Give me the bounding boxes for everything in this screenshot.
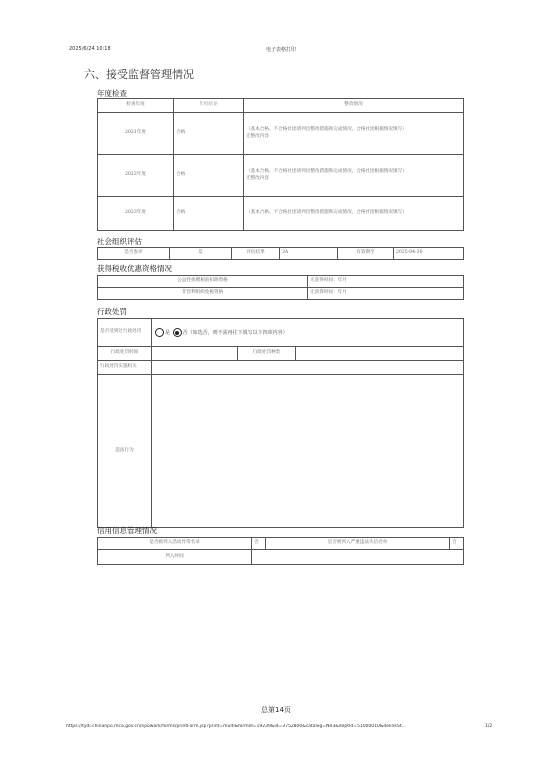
radio-yes[interactable] bbox=[155, 328, 164, 337]
print-datetime: 2025/6/24 10:18 bbox=[69, 46, 111, 52]
col-header-result: 年检结论 bbox=[174, 99, 244, 113]
annual-table bbox=[97, 98, 464, 231]
penalty-type-value[interactable] bbox=[296, 347, 464, 361]
violation-label: 违法行为 bbox=[98, 375, 152, 528]
tax-label: 公益性捐赠税前扣除资格 bbox=[98, 276, 308, 288]
radio-no[interactable] bbox=[173, 328, 182, 337]
credit-table bbox=[97, 537, 464, 565]
year-cell: 2021年度 bbox=[98, 113, 174, 155]
tax-value: 无获得时间：年月 bbox=[308, 288, 464, 300]
serious-value: 否 bbox=[450, 538, 464, 550]
year-cell: 2022年度 bbox=[98, 155, 174, 197]
table-row bbox=[98, 155, 464, 197]
table-row bbox=[98, 288, 464, 300]
penalty-agency-value[interactable] bbox=[152, 361, 464, 375]
rectify-detail: 无整改内容 bbox=[246, 175, 269, 181]
penalty-section-title: 行政处罚 bbox=[97, 307, 127, 316]
rectify-cell bbox=[244, 113, 464, 155]
page-total: 总第14页 bbox=[261, 706, 291, 714]
rectify-cell bbox=[244, 197, 464, 231]
result-cell: 合格 bbox=[174, 155, 244, 197]
assessment-table bbox=[97, 247, 464, 260]
table-row bbox=[98, 197, 464, 231]
footer-page: 1/2 bbox=[485, 724, 493, 729]
level-value: 3A bbox=[280, 248, 338, 260]
abnormal-value: 否 bbox=[252, 538, 266, 550]
result-cell: 合格 bbox=[174, 197, 244, 231]
penalty-table bbox=[97, 318, 464, 528]
year-cell: 2023年度 bbox=[98, 197, 174, 231]
tax-section-title: 获得税收优惠资格情况 bbox=[97, 264, 172, 273]
radio-no-label: 否（如选否，则不需再往下填写以下四项内容） bbox=[182, 330, 288, 336]
radio-yes-label: 是 bbox=[165, 330, 171, 336]
footer-url: https://tydi.chinanpo.mca.gov.cn/npowork/forms/printForm.jsp?print=multi&formId=19239&id=3752800&catalog=N03&deptId=51000010&delinkSt... bbox=[66, 724, 406, 729]
abnormal-label: 是否被列入活动异常名录 bbox=[98, 538, 252, 550]
print-title: 电子表格打印 bbox=[266, 47, 297, 53]
penalty-type-label: 行政处罚种类 bbox=[238, 347, 296, 361]
penalty-agency-label: 行政处罚实施机关 bbox=[98, 361, 152, 375]
evaluated-label: 是否参评 bbox=[98, 248, 170, 260]
tax-table bbox=[97, 275, 464, 300]
rectify-note: （基本合格、不合格社团请列出整改措施和完成情况，合格社团根据情况填写） bbox=[246, 210, 407, 216]
rectify-note: （基本合格、不合格社团请列出整改措施和完成情况，合格社团根据情况填写） bbox=[246, 169, 407, 175]
listed-time-value[interactable] bbox=[252, 550, 464, 565]
expiry-value: 2025-04-30 bbox=[394, 248, 464, 260]
tax-value: 无获得时间：年月 bbox=[308, 276, 464, 288]
annual-section-title: 年度检查 bbox=[97, 89, 127, 98]
page-title: 六、接受监督管理情况 bbox=[84, 68, 194, 81]
rectify-cell bbox=[244, 155, 464, 197]
penalty-question: 是否受到过行政处罚 bbox=[98, 319, 152, 347]
expiry-label: 有效期至 bbox=[338, 248, 394, 260]
tax-label: 非营利组织免税资格 bbox=[98, 288, 308, 300]
evaluated-value: 是 bbox=[170, 248, 232, 260]
penalty-time-value[interactable] bbox=[152, 347, 238, 361]
penalty-options bbox=[152, 319, 464, 347]
penalty-time-label: 行政处罚时间 bbox=[98, 347, 152, 361]
col-header-year: 检查年度 bbox=[98, 99, 174, 113]
serious-label: 是否被列入严重违法失信名单 bbox=[266, 538, 450, 550]
violation-value[interactable] bbox=[152, 375, 464, 528]
rectify-note: （基本合格、不合格社团请列出整改措施和完成情况，合格社团根据情况填写） bbox=[246, 127, 407, 133]
table-row bbox=[98, 113, 464, 155]
credit-section-title: 信用信息管理情况 bbox=[97, 526, 157, 535]
listed-time-label: 列入时间 bbox=[98, 550, 252, 565]
table-row bbox=[98, 276, 464, 288]
col-header-rectify: 整改情况 bbox=[244, 99, 464, 113]
result-cell: 合格 bbox=[174, 113, 244, 155]
level-label: 评估结果 bbox=[232, 248, 280, 260]
assessment-section-title: 社会组织评估 bbox=[97, 237, 142, 246]
rectify-detail: 无整改内容 bbox=[246, 133, 269, 139]
